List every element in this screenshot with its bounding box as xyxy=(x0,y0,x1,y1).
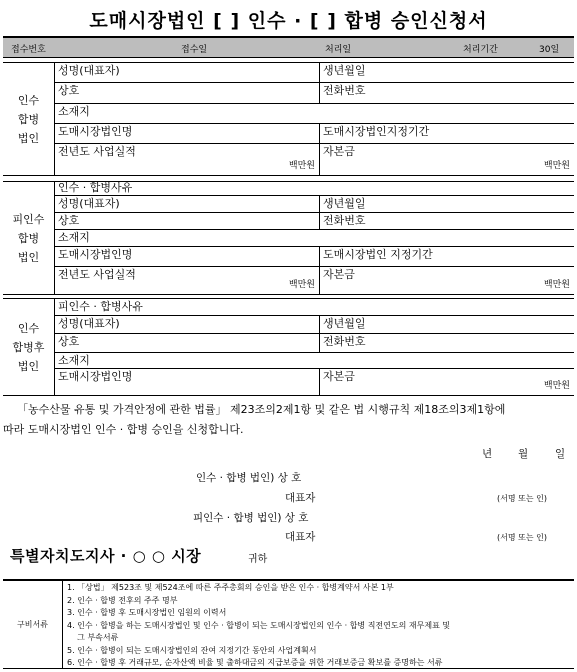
target-row-reason xyxy=(55,182,574,196)
form-title: 도매시장법인 [ ] 인수 · [ ] 합병 승인신청서 xyxy=(89,10,488,32)
target-phone-field[interactable]: 전화번호 xyxy=(323,214,366,227)
acquirer-performance-unit: 백만원 xyxy=(288,161,315,171)
post-representative-field[interactable]: 성명(대표자) xyxy=(55,316,320,333)
post-company-name-field[interactable]: 상호 xyxy=(55,334,320,352)
acquirer-market-corp-field[interactable]: 도매시장법인명 xyxy=(55,124,320,143)
post-merger-section xyxy=(3,298,574,396)
target-row-finance xyxy=(55,267,574,294)
target-reason-field[interactable]: 인수 · 합병사유 xyxy=(58,181,133,194)
post-capital-unit: 백만원 xyxy=(543,381,570,391)
required-documents-section xyxy=(3,579,574,669)
acquirer-performance-label: 전년도 사업실적 xyxy=(58,145,136,158)
acquirer-section xyxy=(3,62,574,176)
acquirer-address-field[interactable]: 소재지 xyxy=(58,105,90,118)
authority-name: 특별자치도지사 · ○ ○ 시장 xyxy=(10,547,202,565)
post-row-company xyxy=(55,334,574,353)
target-row-representative xyxy=(55,196,574,213)
acquirer-row-finance xyxy=(55,144,574,175)
target-representative-field[interactable]: 성명(대표자) xyxy=(55,196,320,212)
applicant-company-label: 인수 · 합병 법인) 상 호 xyxy=(196,472,302,484)
target-representative-label: 대표자 xyxy=(285,531,316,543)
post-row-representative xyxy=(55,316,574,334)
target-row-address xyxy=(55,230,574,247)
document-item: 4. 인수 · 합병을 하는 도매시장법인 및 인수 · 합병이 되는 도매시장법인의 인수 · 합병 직전연도의 재무제표 및 xyxy=(67,620,451,630)
post-market-corp-field[interactable]: 도매시장법인명 xyxy=(55,369,320,395)
target-address-field[interactable]: 소재지 xyxy=(58,231,90,244)
date-month-label: 월 xyxy=(518,448,529,460)
process-period-label: 처리기간 xyxy=(463,45,498,55)
statement-line-2: 따라 도매시장법인 인수 · 합병 승인을 신청합니다. xyxy=(3,423,244,436)
target-performance-label: 전년도 사업실적 xyxy=(58,268,136,281)
document-item: 3. 인수 · 합병 후 도매시장법인 임원의 이력서 xyxy=(67,608,227,617)
document-item: 그 부속서류 xyxy=(67,633,119,642)
document-item: 1. 「상법」 제523조 및 제524조에 따른 주주총회의 승인을 받은 인수 · 합병계약서 사본 1부 xyxy=(67,583,394,592)
required-documents-label: 구비서류 xyxy=(3,581,63,668)
target-section xyxy=(3,181,574,295)
acquirer-representative-field[interactable]: 성명(대표자) xyxy=(55,63,320,82)
target-performance-unit: 백만원 xyxy=(288,280,315,290)
target-row-company xyxy=(55,213,574,230)
receipt-number-label: 접수번호 xyxy=(11,45,46,55)
target-birth-date-field[interactable]: 생년월일 xyxy=(323,197,366,210)
target-section-label: 피인수 합병 법인 xyxy=(3,182,55,294)
process-date-label: 처리일 xyxy=(325,45,352,55)
target-row-market xyxy=(55,247,574,267)
date-year-label: 년 xyxy=(482,448,493,460)
document-item: 2. 인수 · 합병 전후의 주주 명부 xyxy=(67,595,178,605)
document-item: 5. 인수 · 합병이 되는 도매시장법인의 잔여 지정기간 동안의 사업계획서 xyxy=(67,645,317,655)
target-capital-label: 자본금 xyxy=(323,268,355,281)
applicant-signature-label[interactable]: (서명 또는 인) xyxy=(497,494,547,503)
receipt-header-bar xyxy=(3,36,574,58)
post-capital-field[interactable] xyxy=(320,369,574,395)
target-signature-label[interactable]: (서명 또는 인) xyxy=(497,533,547,542)
acquirer-capital-unit: 백만원 xyxy=(543,161,570,171)
post-row-address xyxy=(55,353,574,369)
authority-suffix: 귀하 xyxy=(248,554,268,565)
post-reason-field[interactable]: 피인수 · 합병사유 xyxy=(58,300,143,313)
post-row-market xyxy=(55,369,574,395)
document-item: 6. 인수 · 합병 후 거래규모, 순자산액 비율 및 출하대금의 지급보증을 위한 거래보증금 확보를 증명하는 서류 xyxy=(67,658,443,667)
acquirer-row-market xyxy=(55,124,574,144)
applicant-representative-label: 대표자 xyxy=(285,492,316,504)
statement-line-1: 「농수산물 유통 및 가격안정에 관한 법률」 제23조의2제1항 및 같은 법 시행규칙 제18조의3제1항에 xyxy=(17,403,506,416)
post-phone-field[interactable]: 전화번호 xyxy=(323,335,366,348)
acquirer-capital-field[interactable] xyxy=(320,144,574,175)
acquirer-designation-period-field[interactable]: 도매시장법인지정기간 xyxy=(323,125,430,138)
acquirer-company-name-field[interactable]: 상호 xyxy=(55,83,320,103)
acquirer-row-representative xyxy=(55,63,574,83)
target-designation-period-field[interactable]: 도매시장법인 지정기간 xyxy=(323,248,433,261)
target-company-name-field[interactable]: 상호 xyxy=(55,213,320,229)
post-address-field[interactable]: 소재지 xyxy=(58,354,90,367)
target-capital-unit: 백만원 xyxy=(543,280,570,290)
target-capital-field[interactable] xyxy=(320,267,574,294)
acquirer-phone-field[interactable]: 전화번호 xyxy=(323,84,366,97)
post-row-reason xyxy=(55,299,574,316)
required-documents-list xyxy=(67,582,570,670)
acquirer-performance-field[interactable] xyxy=(55,144,320,175)
post-merger-section-label: 인수 합병후 법인 xyxy=(3,299,55,395)
acquirer-capital-label: 자본금 xyxy=(323,145,355,158)
target-company-label: 피인수 · 합병 법인) 상 호 xyxy=(193,512,309,524)
post-capital-label: 자본금 xyxy=(323,370,355,383)
post-birth-date-field[interactable]: 생년월일 xyxy=(323,317,366,330)
acquirer-birth-date-field[interactable]: 생년월일 xyxy=(323,64,366,77)
target-performance-field[interactable] xyxy=(55,267,320,294)
acquirer-row-company xyxy=(55,83,574,104)
date-day-label: 일 xyxy=(555,448,566,460)
target-market-corp-field[interactable]: 도매시장법인명 xyxy=(55,247,320,266)
acquirer-section-label: 인수 합병 법인 xyxy=(3,63,55,175)
receipt-date-label: 접수일 xyxy=(181,45,208,55)
acquirer-row-address xyxy=(55,104,574,124)
process-period-value: 30일 xyxy=(539,45,560,55)
